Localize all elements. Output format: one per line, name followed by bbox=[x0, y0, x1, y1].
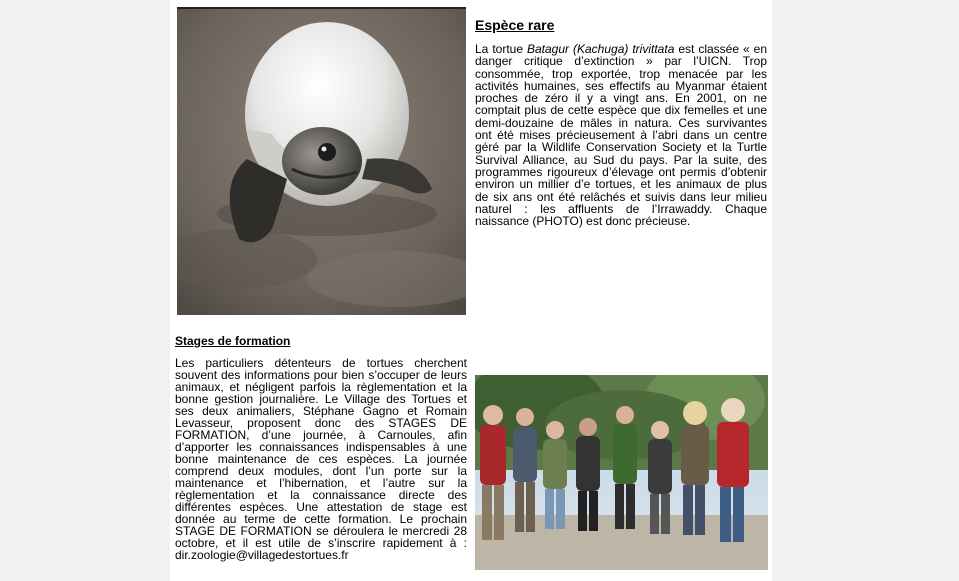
training-group-photo bbox=[475, 375, 768, 570]
hatchling-turtle-photo bbox=[177, 7, 466, 315]
rare-species-heading: Espèce rare bbox=[475, 17, 555, 33]
training-text: Les particuliers détenteurs de tortues cherchent souvent des informations pour bien s’occuper de leurs animaux, et négligent parfois la règlementation et la bonne gestion journalière. Le Village des Tortues et ses deux animaliers, Stéphane Gagno et Romain Levasseur, proposent donc des STAGES DE FORMATION, d’une journée, à Carnoules, afin d’apporter les connaissances indispensables à une bonne maintenance de ces espèces. La journée comprend deux modules, dont l’un porte sur la maintenance et l’hibernation, et l’autre sur la règlementation et la connaissance directe des différentes espèces. Une attestation de stage est donnée au terme de cette formation. Le prochain STAGE DE FORMATION se déroulera le mercredi 28 octobre, et il est utile de s’inscrire rapidement à : dir.zoologie@villagedestortues.fr bbox=[175, 356, 467, 562]
training-heading: Stages de formation bbox=[175, 334, 291, 348]
newsletter-page bbox=[170, 0, 772, 581]
rare-species-text: La tortue Batagur (Kachuga) trivittata est classée « en danger critique d’extinction » par l’UICN. Trop consommée, trop exportée, trop menacée par les activités humaines, ses effectifs au Myanmar étaient proches de zéro il y a vingt ans. En 2001, on ne comptait plus de cette espèce que dix femelles et une demi-douzaine de mâles in natura. Ces survivantes ont été mises précieusement à l’abri dans un centre géré par la Wildlife Conservation Society et la Turtle Survival Alliance, au Sud du pays. Par la suite, des programmes rigoureux d’élevage ont permis d’obtenir environ un millier d’e tortues, et les animaux de plus de six ans ont été relâchés et suivis dans leur milieu naturel : les affluents de l’Irrawaddy. Chaque naissance (PHOTO) est donc précieuse. bbox=[475, 42, 768, 229]
species-name: Batagur (Kachuga) trivittata bbox=[527, 42, 675, 56]
